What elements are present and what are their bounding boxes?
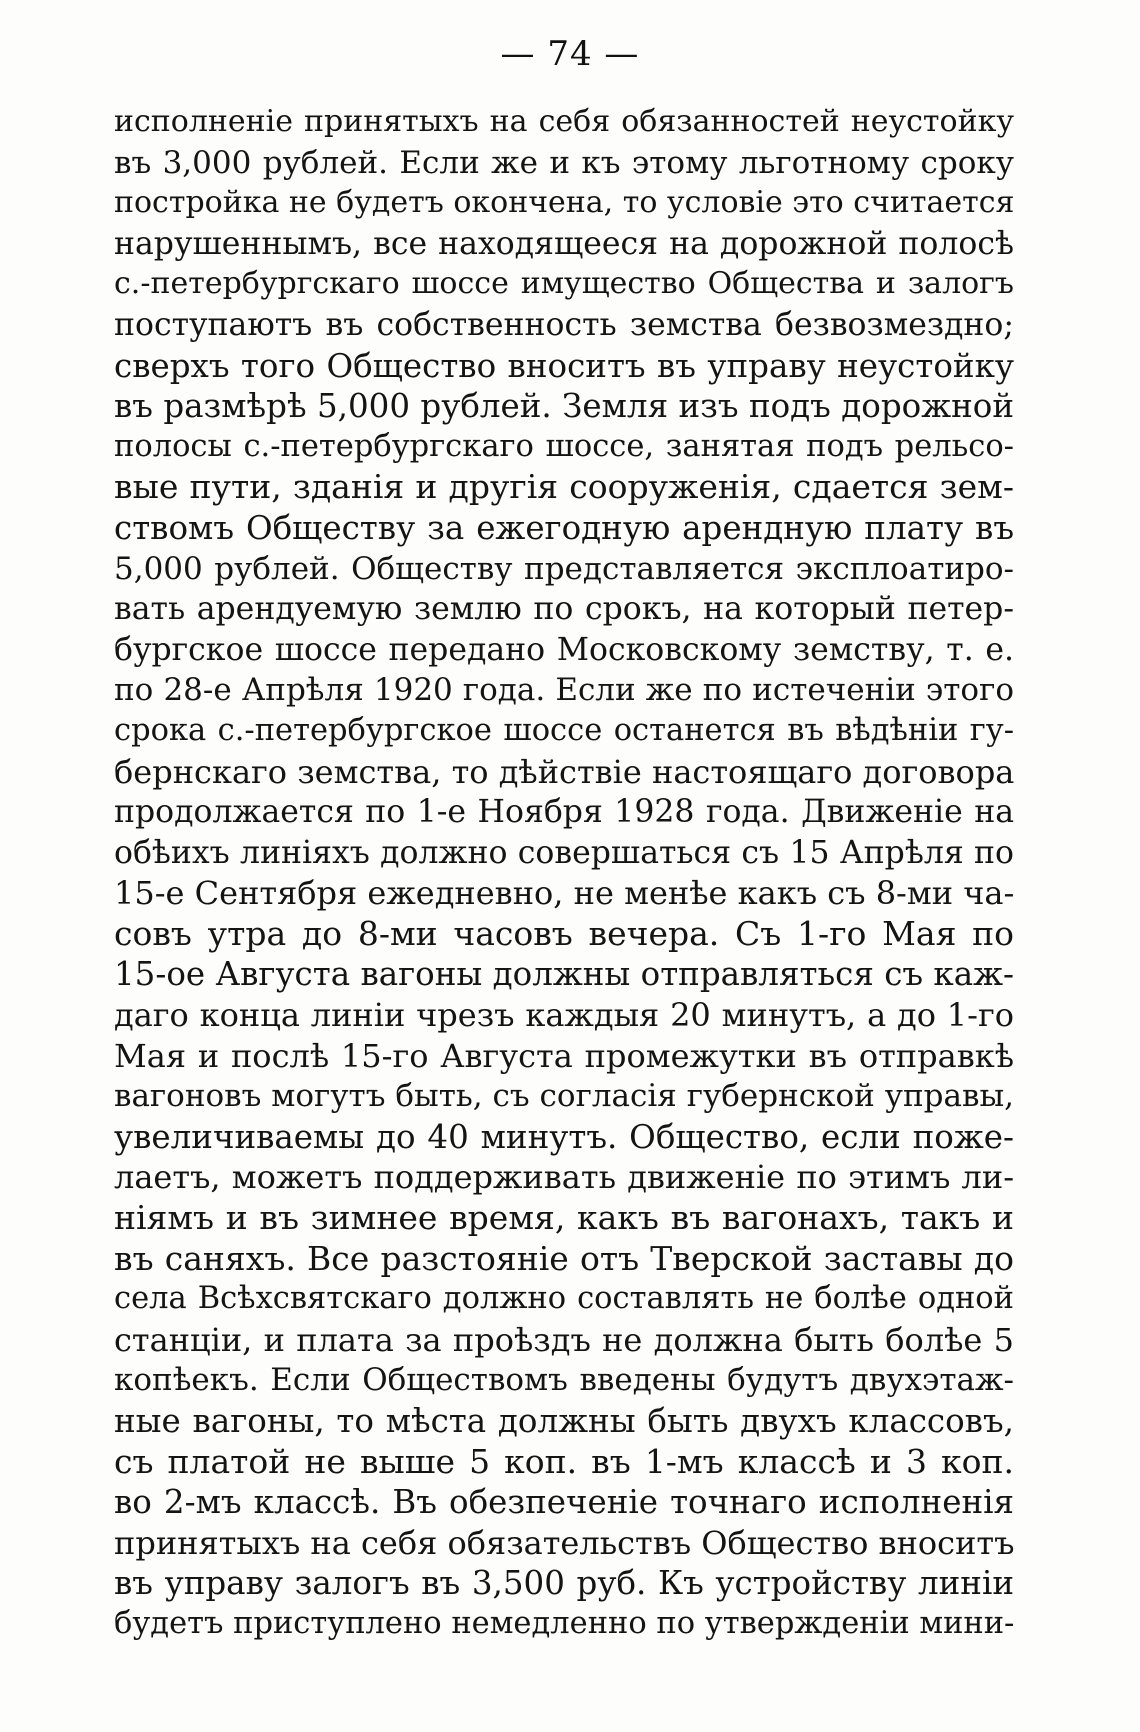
text-line: съ платой не выше 5 коп. въ 1-мъ классѣ и 3 коп. [114,1441,1014,1481]
body-text [114,102,1014,1645]
text-line: въ 3,000 рублей. Если же и къ этому льготному сроку [114,144,1014,181]
text-line: ные вагоны, то мѣста должны быть двухъ классовъ, [114,1402,1014,1440]
text-line: во 2-мъ классѣ. Въ обезпеченіе точнаго исполненія [114,1483,1014,1522]
text-line: продолжается по 1-е Ноября 1928 года. Движеніе на [114,794,1014,831]
text-line: постройка не будетъ окончена, то условіе это считается [114,185,1014,221]
text-line: исполненіе принятыхъ на себя обязанностей неустойку [114,104,1014,139]
text-line: вые пути, зданія и другія сооруженія, сдается зем- [114,467,1014,507]
text-line: села Всѣхсвятскаго должно составлять не болѣе одной [114,1281,1014,1317]
text-line: полосы с.-петербургскаго шоссе, занятая подъ рельсо- [114,428,1014,464]
text-line: въ управу залогъ въ 3,500 руб. Къ устройству линіи [114,1564,1014,1603]
text-line: бургское шоссе передано Московскому земству, т. е. [114,631,1014,668]
text-line: совъ утра до 8-ми часовъ вечера. Съ 1-го Мая по [114,913,1014,953]
text-line: поступаютъ въ собственность земства безвозмездно; [114,306,1014,343]
text-line: бернскаго земства, то дѣйствіе настоящаго договора [114,752,1014,791]
text-line: въ саняхъ. Все разстояніе отъ Тверской заставы до [114,1238,1014,1278]
text-line: обѣихъ линіяхъ должно совершаться съ 15 Апрѣля по [114,834,1014,871]
text-line: лаетъ, можетъ поддерживать движеніе по этимъ ли- [114,1158,1014,1197]
text-line: станціи, и плата за проѣздъ не должна быть болѣе 5 [114,1320,1014,1359]
text-line: вагоновъ могутъ быть, съ согласія губернской управы, [114,1078,1014,1115]
text-line: 5,000 рублей. Обществу представляется эксплоатиро- [114,550,1014,587]
text-line: въ размѣрѣ 5,000 рублей. Земля изъ подъ дорожной [114,387,1014,426]
text-line: принятыхъ на себя обязательствъ Общество вноситъ [114,1523,1014,1562]
text-line: нарушеннымъ, все находящееся на дорожной полосѣ [114,225,1014,262]
text-line: даго конца линіи чрезъ каждыя 20 минутъ, а до 1-го [114,996,1014,1035]
text-line: 15-ое Августа вагоны должны отправляться съ каж- [114,955,1014,994]
text-line: увеличиваемы до 40 минутъ. Общество, если поже- [114,1117,1014,1156]
text-line: ніямъ и въ зимнее время, какъ въ вагонахъ, такъ и [114,1198,1014,1238]
text-line: срока с.-петербургское шоссе останется въ вѣдѣніи гу- [114,712,1014,748]
text-line: ствомъ Обществу за ежегодную арендную плату въ [114,508,1014,547]
page-number: — 74 — [500,34,640,74]
text-line: Мая и послѣ 15-го Августа промежутки въ отправкѣ [114,1036,1014,1075]
text-line: будетъ приступлено немедленно по утвержденіи мини- [114,1605,1014,1641]
text-line: сверхъ того Общество вноситъ въ управу неустойку [114,346,1014,385]
text-line: вать арендуемую землю по срокъ, на который петер- [114,591,1014,628]
text-line: с.-петербургскаго шоссе имущество Общества и залогъ [114,266,1014,302]
text-line: 15-е Сентября ежедневно, не менѣе какъ съ 8-ми ча- [114,874,1014,913]
text-line: по 28-е Апрѣля 1920 года. Если же по истеченіи этого [114,672,1014,709]
text-line: копѣекъ. Если Обществомъ введены будутъ двухэтаж- [114,1362,1014,1399]
